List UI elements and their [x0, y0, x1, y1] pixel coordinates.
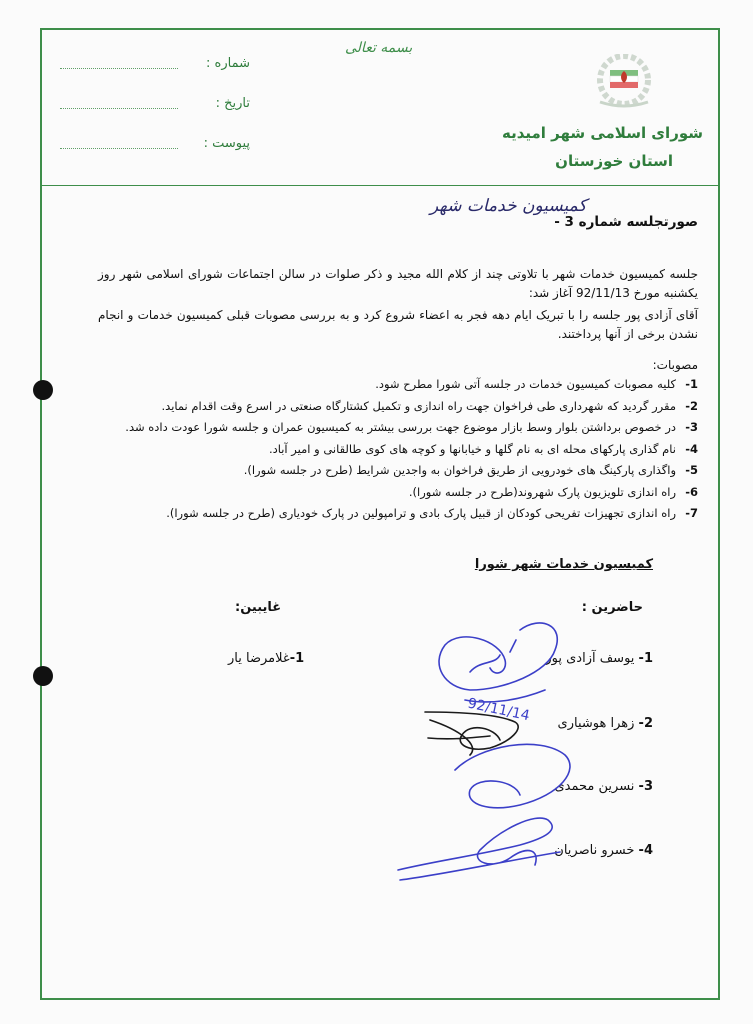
- absent-member: 1-غلامرضا یار: [228, 651, 305, 666]
- page-title: صورتجلسه شماره 3 -: [554, 214, 698, 230]
- list-item: 7-راه اندازی تجهیزات تفریحی کودکان از قبیل پارک بادی و ترامپولین در پارک خودیاری (طرح در جلسه شورا).: [166, 506, 698, 520]
- resolutions-list: [78, 374, 698, 525]
- punch-hole: [33, 380, 53, 400]
- punch-hole: [33, 666, 53, 686]
- number-field: [60, 56, 250, 76]
- list-item: 5-واگذاری پارکینگ های خودرویی از طریق فراخوان به واجدین شرایط (طرح در جلسه شورا).: [243, 463, 698, 477]
- date-label: تاریخ :: [215, 96, 250, 111]
- number-label: شماره :: [206, 56, 250, 71]
- list-item: 1-کلیه مصوبات کمیسیون خدمات در جلسه آتی شورا مطرح شود.: [375, 377, 698, 391]
- date-field: [60, 96, 250, 116]
- basmala: بسمه تعالی: [345, 40, 413, 56]
- list-item: 3-در خصوص برداشتن بلوار وسط بازار موضوع جهت بررسی بیشتر به کمیسیون عمران و جلسه شورا عودت داده شد.: [125, 420, 698, 434]
- present-member: 3- نسرین محمدی: [554, 779, 653, 794]
- intro-paragraph: جلسه کمیسیون خدمات شهر با تلاوتی چند از کلام الله مجید و ذکر صلوات در سالن اجتماعات شورای اسلامی شهر روز یکشنبه مورخ 92/11/13 آغاز شد:: [98, 267, 698, 300]
- resolutions-label: مصوبات:: [652, 358, 698, 372]
- list-item: 6-راه اندازی تلویزیون پارک شهروند(طرح در جلسه شورا).: [408, 484, 698, 499]
- present-heading: حاضرین :: [581, 600, 643, 615]
- header-divider: [40, 185, 720, 186]
- present-member: 4- خسرو ناصریان: [554, 843, 653, 858]
- signature-date: 92/11/14: [466, 695, 532, 725]
- opening-paragraph: آقای آزادی پور جلسه را با تبریک ایام دهه فجر به اعضاء شروع کرد و به بررسی مصوبات قبلی کمیسیون خدمات و انجام نشدن برخی از آنها پرداختند.: [98, 308, 698, 341]
- committee-title: کمیسیون خدمات شهر شورا: [474, 557, 653, 572]
- present-member: 1- یوسف آزادی پور: [545, 651, 653, 666]
- attachment-field: [60, 136, 250, 156]
- council-name: شورای اسلامی شهر امیدیه: [501, 124, 703, 142]
- province-name: استان خوزستان: [555, 152, 673, 170]
- present-member: 2- زهرا هوشیاری: [557, 716, 653, 731]
- attachment-label: پیوست :: [203, 136, 250, 151]
- council-emblem-icon: [592, 54, 656, 112]
- handwritten-title: کمیسیون خدمات شهر: [430, 196, 587, 216]
- absent-heading: غایبین:: [235, 600, 282, 615]
- list-item: 4-نام گذاری پارکهای محله ای به نام گلها و خیابانها و کوچه های کوی طالقانی و امیر آباد.: [268, 441, 698, 456]
- list-item: 2-مقرر گردید که شهرداری طی فراخوان جهت راه اندازی و تکمیل کشتارگاه صنعتی در اسرع وقت اقدام نماید.: [161, 398, 698, 413]
